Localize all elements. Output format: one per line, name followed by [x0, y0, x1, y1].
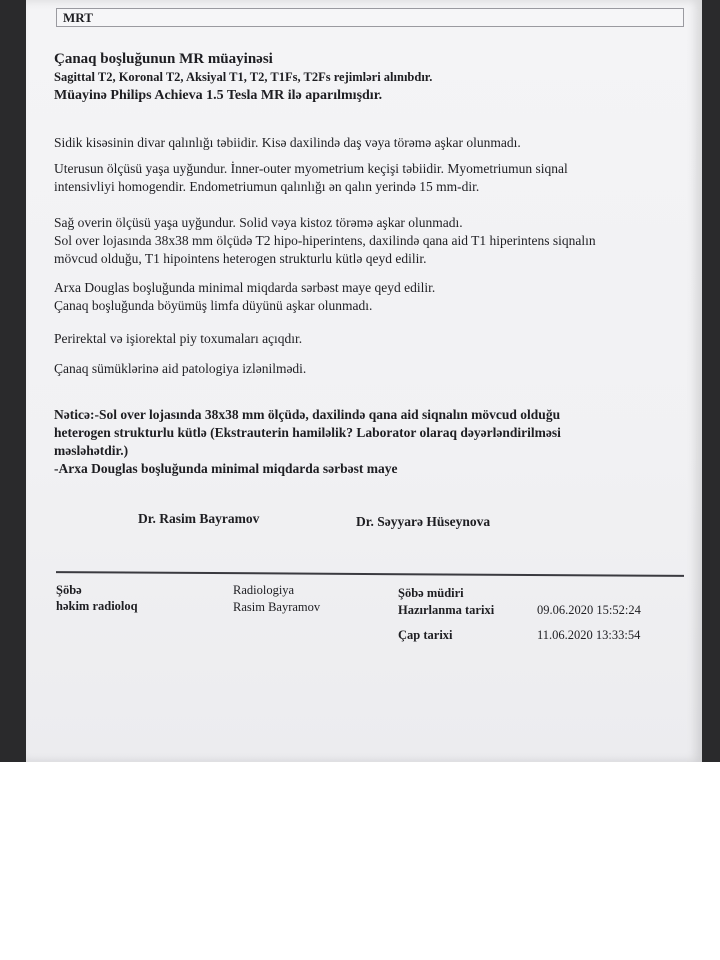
header-label: MRT	[63, 10, 93, 25]
finding-line: Sidik kisəsinin divar qalınlığı təbiidir. Kisə daxilində daş vəya törəmə aşkar olunmadı.	[54, 135, 521, 150]
footer-dept-value: Radiologiya	[233, 583, 295, 597]
report-sheet	[26, 0, 702, 762]
signature-doctor-2: Dr. Səyyarə Hüseynova	[356, 514, 491, 529]
footer-divider	[56, 571, 684, 577]
conclusion-line: məsləhətdir.)	[54, 443, 129, 458]
finding-pararectal	[54, 330, 682, 348]
conclusion	[54, 406, 682, 478]
conclusion-line: heterogen strukturlu kütlə (Ekstrauterin hamiləlik? Laborator olaraq dəyərləndirilməsi	[54, 425, 561, 440]
footer-head-label: Şöbə müdiri	[398, 586, 464, 600]
finding-line: Çanaq sümüklərinə aid patologiya izlənilmədi.	[54, 361, 307, 376]
finding-line: Sol over lojasında 38x38 mm ölçüdə T2 hipo-hiperintens, daxilində qana aid T1 hiperintens siqnalın	[54, 233, 596, 248]
finding-line: Çanaq boşluğunda böyümüş limfa düyünü aşkar olunmadı.	[54, 298, 373, 313]
footer-print-label: Çap tarixi	[398, 628, 453, 642]
conclusion-line: -Arxa Douglas boşluğunda minimal miqdarda sərbəst maye	[54, 461, 398, 476]
finding-bones	[54, 360, 682, 378]
header-box	[56, 8, 684, 27]
footer-dept-label: Şöbə	[56, 583, 82, 597]
footer-prepared-value: 09.06.2020 15:52:24	[537, 603, 641, 617]
footer-prepared-label: Hazırlanma tarixi	[398, 603, 495, 617]
report-title: Çanaq boşluğunun MR müayinəsi	[54, 51, 273, 67]
finding-line: intensivliyi homogendir. Endometriumun qalınlığı ən qalın yerində 15 mm-dir.	[54, 179, 480, 194]
finding-line: Sağ overin ölçüsü yaşa uyğundur. Solid vəya kistoz törəmə aşkar olunmadı.	[54, 215, 463, 230]
finding-douglas	[54, 279, 682, 315]
conclusion-line: Nəticə:-Sol over lojasında 38x38 mm ölçüdə, daxilində qana aid siqnalın mövcud olduğu	[54, 407, 561, 422]
finding-bladder	[54, 134, 682, 152]
finding-line: Arxa Douglas boşluğunda minimal miqdarda sərbəst maye qeyd edilir.	[54, 280, 436, 295]
report-device: Müayinə Philips Achieva 1.5 Tesla MR ilə aparılmışdır.	[54, 88, 383, 103]
finding-ovaries	[54, 214, 682, 268]
finding-uterus	[54, 160, 682, 196]
footer-role-value: Rasim Bayramov	[233, 600, 321, 614]
footer-role-label: həkim radioloq	[56, 599, 138, 613]
finding-line: Perirektal və işiorektal piy toxumaları açıqdır.	[54, 331, 303, 346]
report-modes: Sagittal T2, Koronal T2, Aksiyal T1, T2, T1Fs, T2Fs rejimləri alınıbdır.	[54, 70, 433, 84]
footer-print-value: 11.06.2020 13:33:54	[537, 628, 641, 642]
finding-line: Uterusun ölçüsü yaşa uyğundur. İnner-outer myometrium keçişi təbiidir. Myometriumun siqnal	[54, 161, 568, 176]
signature-doctor-1: Dr. Rasim Bayramov	[138, 511, 260, 526]
finding-line: mövcud olduğu, T1 hipointens heterogen strukturlu kütlə qeyd edilir.	[54, 251, 427, 266]
